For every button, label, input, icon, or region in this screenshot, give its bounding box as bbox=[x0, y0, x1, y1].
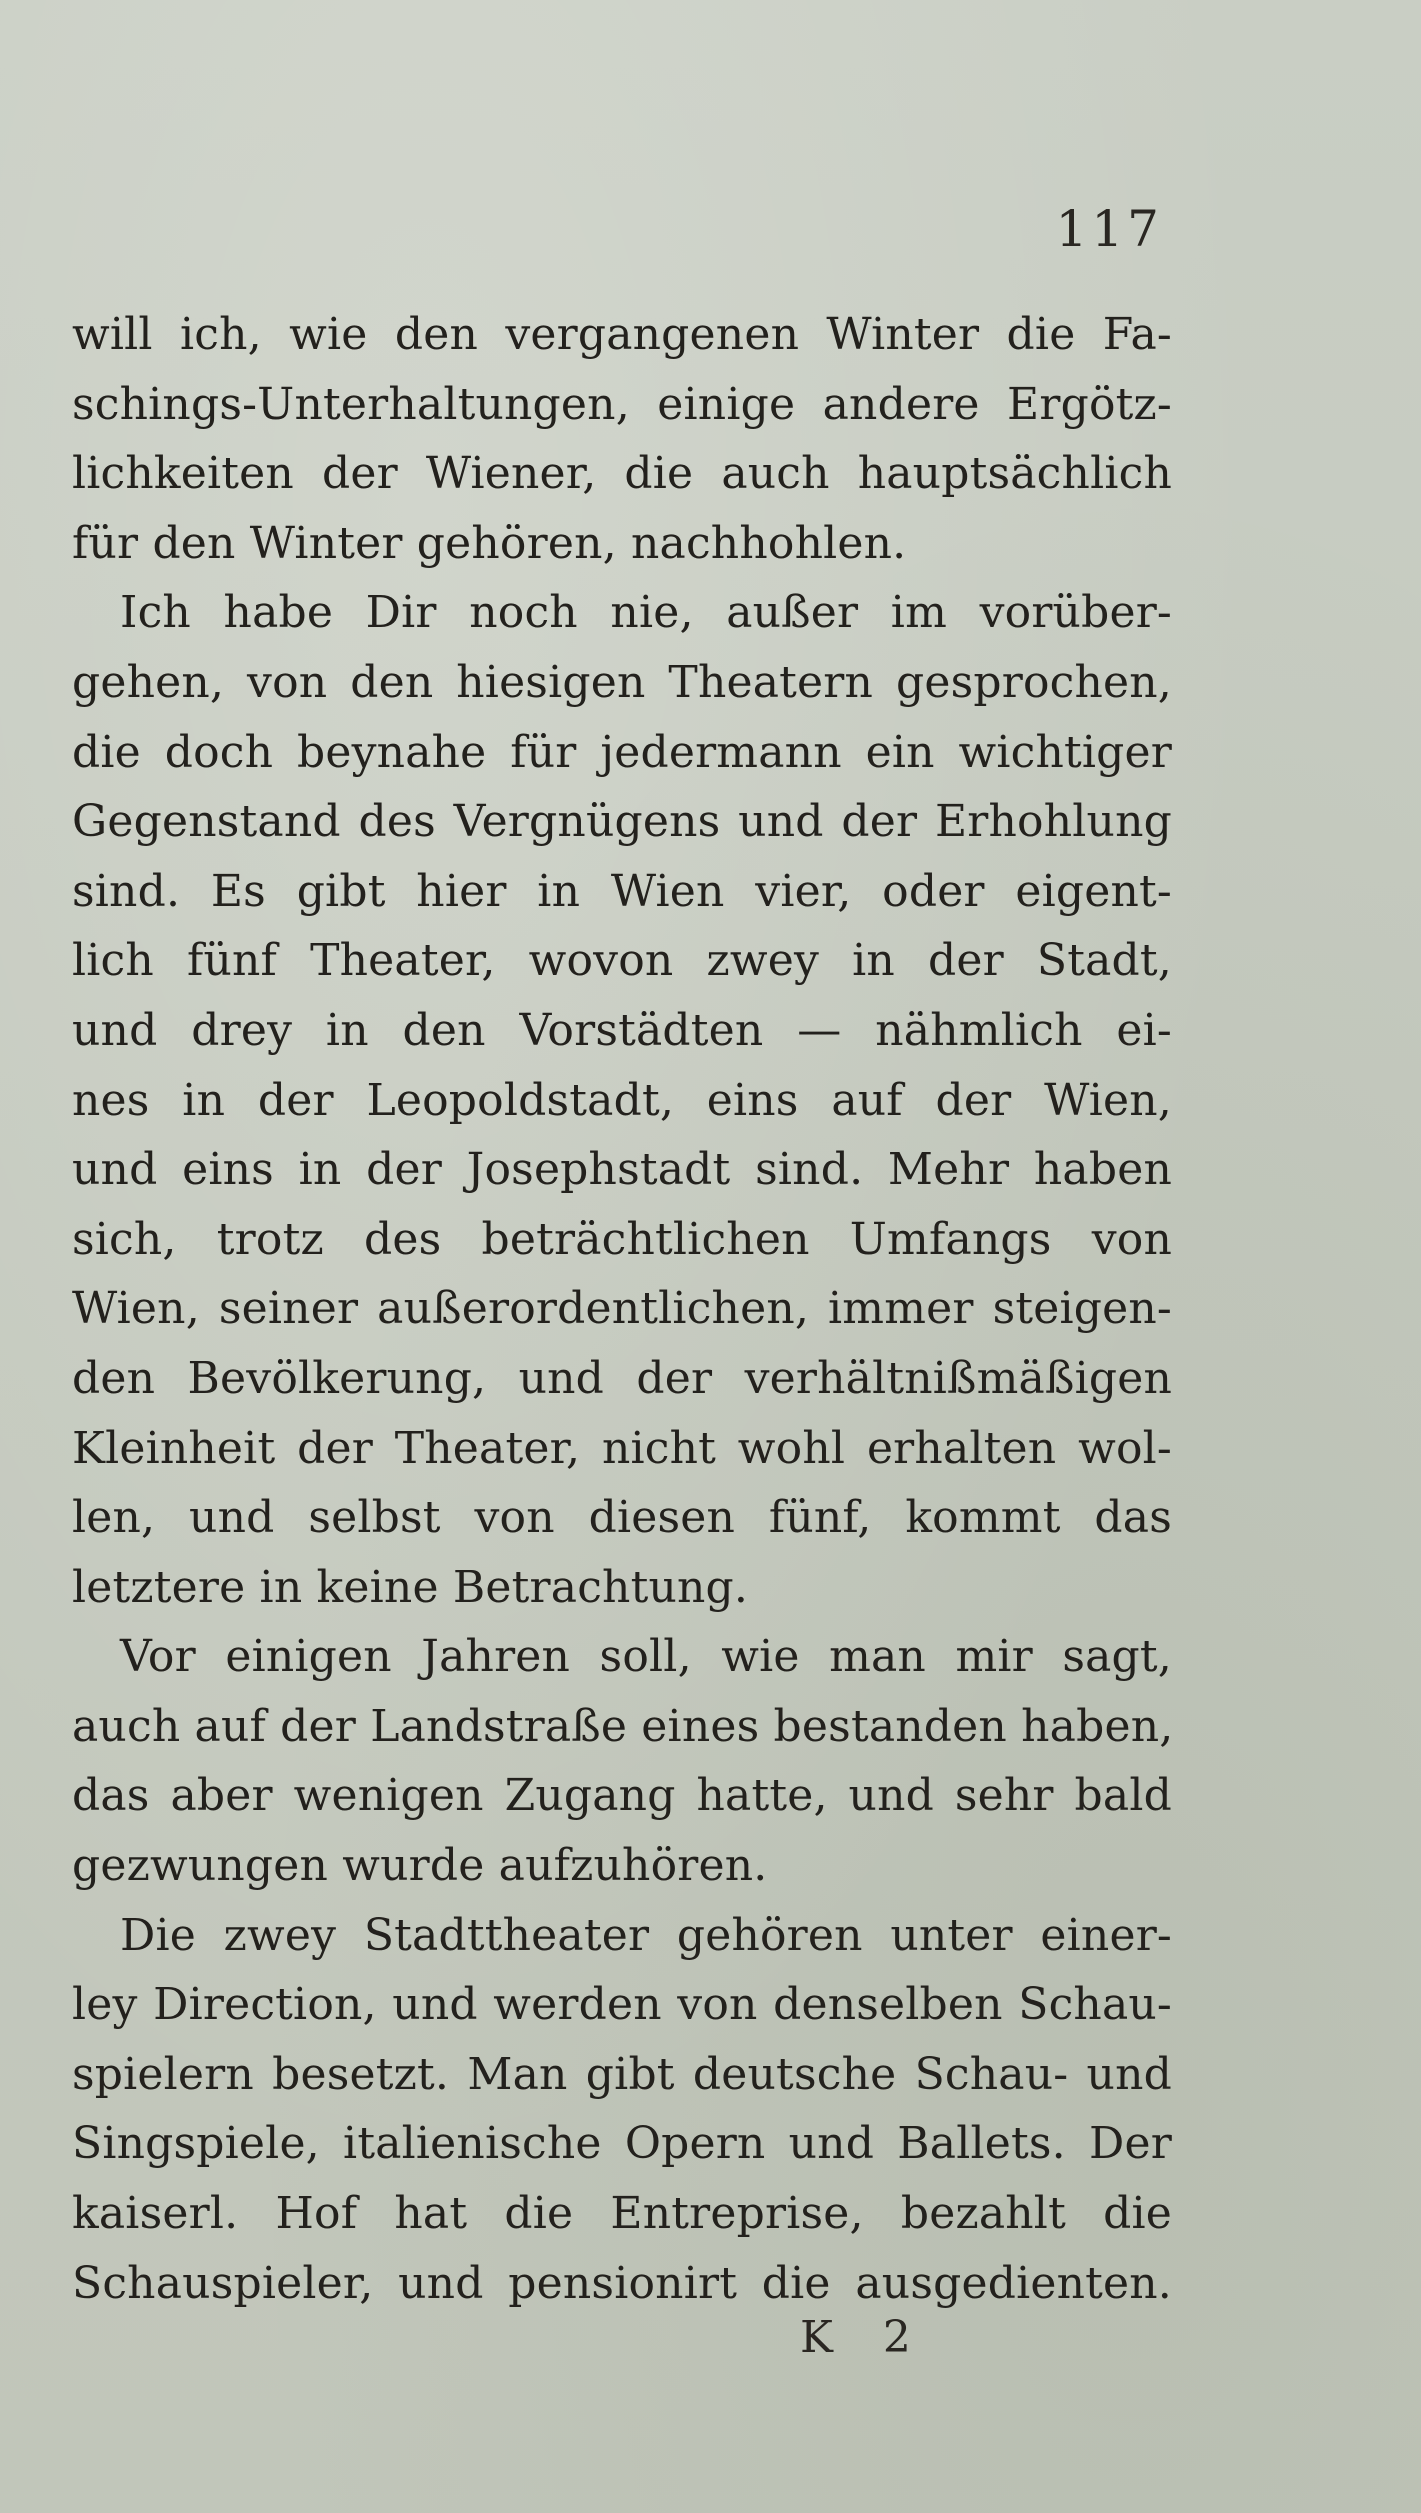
printer-signature: K 2 bbox=[800, 2312, 929, 2363]
text-line: auch auf der Landstraße eines bestanden haben, bbox=[72, 1700, 1174, 1752]
text-line: nes in der Leopoldstadt, eins auf der Wien, bbox=[72, 1074, 1172, 1126]
text-line: len, und selbst von diesen fünf, kommt das bbox=[72, 1492, 1172, 1544]
body-text bbox=[72, 300, 1172, 2318]
text-line: Kleinheit der Theater, nicht wohl erhalten wol- bbox=[72, 1422, 1172, 1474]
text-line: Singspiele, italienische Opern und Ballets. Der bbox=[72, 2118, 1172, 2170]
text-line: den Bevölkerung, und der verhältnißmäßigen bbox=[72, 1352, 1172, 1404]
text-line: ley Direction, und werden von denselben Schau- bbox=[72, 1979, 1172, 2031]
text-line: Gegenstand des Vergnügens und der Erhohlung bbox=[72, 796, 1172, 848]
text-line: sich, trotz des beträchtlichen Umfangs von bbox=[72, 1213, 1172, 1265]
text-line: und eins in der Josephstadt sind. Mehr haben bbox=[72, 1144, 1172, 1196]
page-number: 117 bbox=[1055, 200, 1163, 258]
text-line: letztere in keine Betrachtung. bbox=[72, 1561, 749, 1613]
text-line: Wien, seiner außerordentlichen, immer steigen- bbox=[72, 1283, 1172, 1335]
text-line: Schauspieler, und pensionirt die ausgedienten. bbox=[72, 2257, 1172, 2309]
text-line: für den Winter gehören, nachhohlen. bbox=[72, 517, 907, 569]
paragraph-2 bbox=[72, 578, 1172, 1622]
text-line: gezwungen wurde aufzuhören. bbox=[72, 1840, 768, 1892]
text-line: Die zwey Stadttheater gehören unter einer- bbox=[120, 1909, 1172, 1961]
text-line: Vor einigen Jahren soll, wie man mir sagt, bbox=[120, 1631, 1172, 1683]
text-line: spielern besetzt. Man gibt deutsche Schau- und bbox=[72, 2048, 1172, 2100]
text-line: lichkeiten der Wiener, die auch hauptsächlich bbox=[72, 448, 1172, 500]
paragraph-3 bbox=[72, 1622, 1172, 1900]
text-line: und drey in den Vorstädten — nähmlich ei- bbox=[72, 1004, 1172, 1056]
text-line: gehen, von den hiesigen Theatern gesprochen, bbox=[72, 656, 1172, 708]
text-line: kaiserl. Hof hat die Entreprise, bezahlt die bbox=[72, 2188, 1172, 2240]
text-line: sind. Es gibt hier in Wien vier, oder eigent- bbox=[72, 865, 1172, 917]
paragraph-4 bbox=[72, 1901, 1172, 2319]
text-line: die doch beynahe für jedermann ein wichtiger bbox=[72, 726, 1172, 778]
text-line: lich fünf Theater, wovon zwey in der Stadt, bbox=[72, 935, 1172, 987]
text-line: schings-Unterhaltungen, einige andere Ergötz- bbox=[72, 378, 1172, 430]
text-line: will ich, wie den vergangenen Winter die Fa- bbox=[72, 309, 1172, 360]
text-line: das aber wenigen Zugang hatte, und sehr bald bbox=[72, 1770, 1172, 1822]
text-line: Ich habe Dir noch nie, außer im vorüber- bbox=[120, 587, 1172, 639]
paragraph-1 bbox=[72, 300, 1172, 578]
